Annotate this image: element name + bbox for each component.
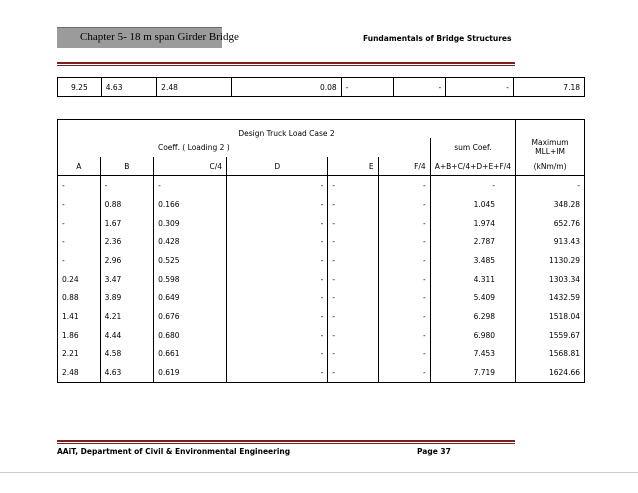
cell: 2.96 <box>100 251 154 270</box>
cell: 2.36 <box>100 232 154 251</box>
cell: - <box>378 251 430 270</box>
cell: 0.676 <box>154 307 227 326</box>
col-header: F/4 <box>378 157 430 176</box>
page-number: Page 37 <box>417 447 451 456</box>
footer-rule-thin <box>57 443 515 444</box>
cell: 2.48 <box>58 363 101 382</box>
cell: 1.67 <box>100 214 154 233</box>
cell: 1303.34 <box>516 270 585 289</box>
cell: - <box>227 326 328 345</box>
cell: 5.409 <box>430 289 515 308</box>
cell: 7.719 <box>430 363 515 382</box>
cell: - <box>227 363 328 382</box>
cell: 1518.04 <box>516 307 585 326</box>
cell: 1.045 <box>430 195 515 214</box>
cell: 2.21 <box>58 345 101 364</box>
table-row <box>58 363 585 382</box>
cell: 1432.59 <box>516 289 585 308</box>
cell: 2.787 <box>430 232 515 251</box>
column-header-row <box>58 157 585 176</box>
load-case-table <box>57 119 585 383</box>
cell: 3.47 <box>100 270 154 289</box>
cell: - <box>328 195 378 214</box>
cell: - <box>378 195 430 214</box>
cell: - <box>516 176 585 195</box>
header-rule <box>57 62 515 64</box>
footer-department: AAiT, Department of Civil & Environmental Engineering <box>57 447 291 456</box>
cell: - <box>341 78 393 97</box>
cell: - <box>227 270 328 289</box>
cell: 4.311 <box>430 270 515 289</box>
cell: 4.63 <box>100 363 154 382</box>
cell: - <box>58 214 101 233</box>
cell: - <box>328 176 378 195</box>
cell: 0.649 <box>154 289 227 308</box>
col-header: D <box>227 157 328 176</box>
cell: - <box>328 326 378 345</box>
cell: 0.428 <box>154 232 227 251</box>
cell: - <box>58 195 101 214</box>
cell: - <box>328 270 378 289</box>
cell: - <box>227 214 328 233</box>
col-header: B <box>100 157 154 176</box>
cell: - <box>378 270 430 289</box>
cell: 0.661 <box>154 345 227 364</box>
table-row <box>58 214 585 233</box>
cell: 4.63 <box>101 78 156 97</box>
col-header: A <box>58 157 101 176</box>
cell: - <box>378 326 430 345</box>
col-header: E <box>328 157 378 176</box>
table-row <box>58 232 585 251</box>
cell: 4.21 <box>100 307 154 326</box>
cell: 0.88 <box>58 289 101 308</box>
cell: 4.44 <box>100 326 154 345</box>
cell: - <box>154 176 227 195</box>
chapter-title: Chapter 5- 18 m span Girder Bridge <box>80 31 239 43</box>
book-title: Fundamentals of Bridge Structures <box>363 34 512 43</box>
cell: - <box>378 214 430 233</box>
cell: - <box>393 78 445 97</box>
cell: 0.680 <box>154 326 227 345</box>
cell: 652.76 <box>516 214 585 233</box>
cell: - <box>227 176 328 195</box>
cell: - <box>227 307 328 326</box>
cell: - <box>378 363 430 382</box>
cell: 0.24 <box>58 270 101 289</box>
cell: 1.41 <box>58 307 101 326</box>
cell: 913.43 <box>516 232 585 251</box>
table-row <box>58 326 585 345</box>
cell: 0.619 <box>154 363 227 382</box>
table-row <box>58 176 585 195</box>
cell: - <box>58 232 101 251</box>
cell: 0.525 <box>154 251 227 270</box>
cell: - <box>227 195 328 214</box>
table-row <box>58 289 585 308</box>
cell: 3.89 <box>100 289 154 308</box>
cell: - <box>328 232 378 251</box>
table-row <box>58 78 585 97</box>
table-row <box>58 251 585 270</box>
table-title: Design Truck Load Case 2 <box>58 120 516 139</box>
table-row <box>58 345 585 364</box>
table-row <box>58 195 585 214</box>
cell: - <box>328 251 378 270</box>
cell: - <box>100 176 154 195</box>
table-row <box>58 270 585 289</box>
sum-label: sum Coef. <box>430 138 515 157</box>
cell: - <box>378 232 430 251</box>
cell: - <box>227 232 328 251</box>
cell: - <box>446 78 514 97</box>
cell: - <box>58 251 101 270</box>
cell: - <box>378 345 430 364</box>
page-edge <box>0 472 638 473</box>
max-label: Maximum MLL+IM <box>516 138 585 157</box>
continued-table <box>57 77 585 97</box>
cell: - <box>328 363 378 382</box>
cell: - <box>328 289 378 308</box>
header-rule-thin <box>57 65 515 66</box>
cell: 9.25 <box>58 78 102 97</box>
table-row <box>58 307 585 326</box>
cell: 2.48 <box>157 78 232 97</box>
cell: 0.88 <box>100 195 154 214</box>
cell: 1.86 <box>58 326 101 345</box>
cell: 0.08 <box>231 78 341 97</box>
cell: - <box>328 214 378 233</box>
footer-rule <box>57 440 515 442</box>
cell: 0.309 <box>154 214 227 233</box>
col-header: C/4 <box>154 157 227 176</box>
cell: 1.974 <box>430 214 515 233</box>
cell: - <box>227 289 328 308</box>
cell: 1130.29 <box>516 251 585 270</box>
cell: - <box>227 345 328 364</box>
cell: 0.598 <box>154 270 227 289</box>
cell: 0.166 <box>154 195 227 214</box>
cell: 7.453 <box>430 345 515 364</box>
cell: - <box>227 251 328 270</box>
cell: 1568.81 <box>516 345 585 364</box>
cell: 1624.66 <box>516 363 585 382</box>
cell: - <box>378 176 430 195</box>
col-header: (kNm/m) <box>516 157 585 176</box>
cell: 7.18 <box>514 78 585 97</box>
cell: 348.28 <box>516 195 585 214</box>
cell: - <box>378 307 430 326</box>
cell: 4.58 <box>100 345 154 364</box>
cell: 6.298 <box>430 307 515 326</box>
cell: - <box>378 289 430 308</box>
coeff-label: Coeff. ( Loading 2 ) <box>58 138 431 157</box>
cell: - <box>328 307 378 326</box>
cell: - <box>58 176 101 195</box>
cell: - <box>328 345 378 364</box>
cell: - <box>430 176 515 195</box>
cell: 1559.67 <box>516 326 585 345</box>
cell: 6.980 <box>430 326 515 345</box>
col-header: A+B+C/4+D+E+F/4 <box>430 157 515 176</box>
cell: 3.485 <box>430 251 515 270</box>
cell <box>516 120 585 139</box>
